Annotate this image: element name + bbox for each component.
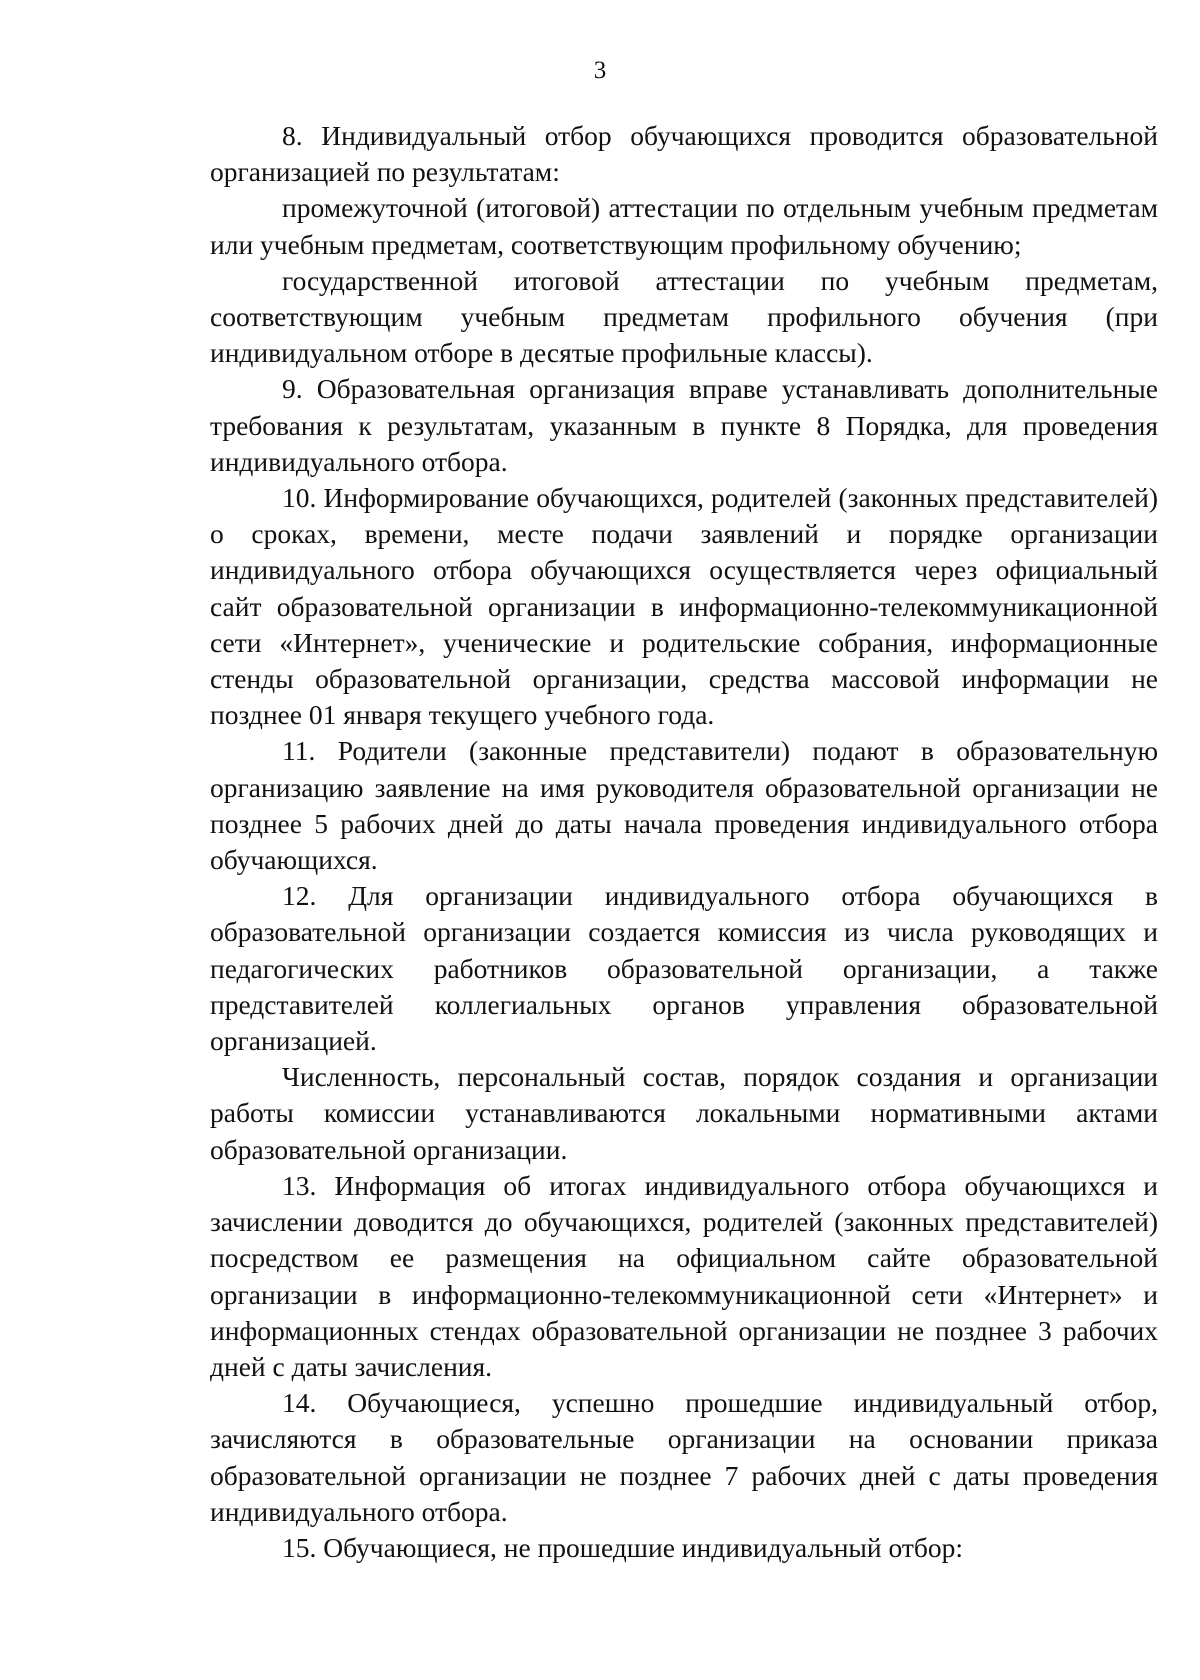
paragraph-10: 10. Информирование обучающихся, родителей (законных представителей) о сроках, времени, месте подачи заявлений и порядке организации индивидуального отбора обучающихся осуществляется через официальный сайт образовательной организации в информационно-телекоммуникационной сети «Интернет», ученические и родительские собрания, информационные стенды образовательной организации, средства массовой информации не позднее 01 января текущего учебного года. [210,482,1158,731]
paragraph-15: 15. Обучающиеся, не прошедшие индивидуальный отбор: [282,1531,964,1563]
paragraph-13: 13. Информация об итогах индивидуального отбора обучающихся и зачислении доводится до обучающихся, родителей (законных представителей) посредством ее размещения на официальном сайте образовательной организации в информационно-телекоммуникационной сети «Интернет» и информационных стендах образовательной организации не позднее 3 рабочих дней с даты зачисления. [210,1169,1158,1382]
paragraph-12: 12. Для организации индивидуального отбора обучающихся в образовательной организации создается комиссия из числа руководящих и педагогических работников образовательной организации, а также представителей коллегиальных органов управления образовательной организацией. [210,880,1158,1057]
document-body [210,118,1158,1566]
page-number: 3 [593,57,607,84]
paragraph-14: 14. Обучающиеся, успешно прошедшие индивидуальный отбор, зачисляются в образовательные организации на основании приказа образовательной организации не позднее 7 рабочих дней с даты проведения индивидуального отбора. [210,1387,1158,1527]
paragraph-8-item-1: промежуточной (итоговой) аттестации по отдельным учебным предметам или учебным предметам, соответствующим профильному обучению; [210,192,1158,260]
paragraph-8-item-2: государственной итоговой аттестации по учебным предметам, соответствующим учебным предметам профильного обучения (при индивидуальном отборе в десятые профильные классы). [210,264,1158,369]
paragraph-9: 9. Образовательная организация вправе устанавливать дополнительные требования к результатам, указанным в пункте 8 Порядка, для проведения индивидуального отбора. [210,373,1158,477]
paragraph-8: 8. Индивидуальный отбор обучающихся проводится образовательной организацией по результатам: [210,120,1158,188]
paragraph-12-continued: Численность, персональный состав, порядок создания и организации работы комиссии устанавливаются локальными нормативными актами образовательной организации. [210,1061,1158,1165]
paragraph-11: 11. Родители (законные представители) подают в образовательную организацию заявление на имя руководителя образовательной организации не позднее 5 рабочих дней до даты начала проведения индивидуального отбора обучающихся. [210,735,1158,876]
